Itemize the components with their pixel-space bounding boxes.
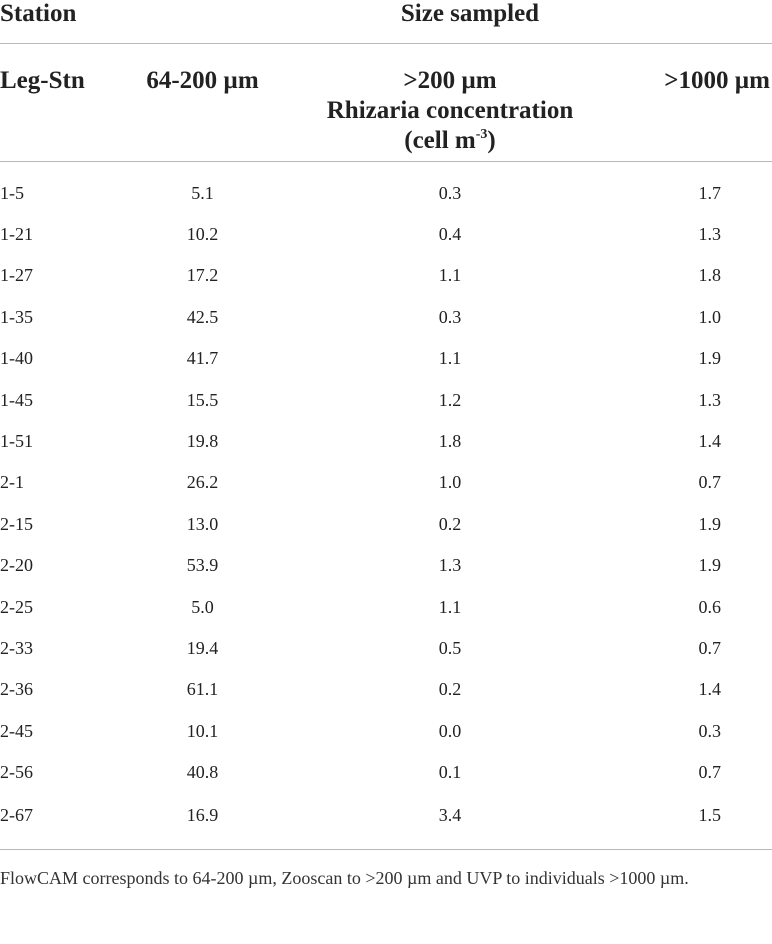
size-64-200-cell: 10.1 [186, 720, 219, 741]
size-200-cell: 1.1 [438, 596, 462, 617]
size-200-cell: 0.4 [438, 224, 462, 245]
size-1000-cell: 1.5 [698, 804, 721, 825]
size-64-200-cell: 42.5 [186, 306, 219, 327]
size-200-cell: 1.8 [438, 431, 462, 452]
table-row [0, 710, 772, 751]
station-cell: 1-21 [0, 224, 33, 245]
station-cell: 2-67 [0, 804, 33, 825]
size-1000-cell: 1.4 [698, 679, 721, 700]
size-1000-cell: 0.7 [698, 637, 721, 658]
size-200-header [295, 44, 605, 162]
size-64-200-cell: 61.1 [186, 679, 219, 700]
size-1000-cell: 1.0 [698, 306, 721, 327]
size-1000-cell: 1.9 [698, 348, 721, 369]
column-header-row [0, 44, 772, 162]
station-cell: 1-40 [0, 348, 33, 369]
size-200-cell: 0.1 [438, 762, 462, 783]
size-200-cell: 0.3 [438, 306, 462, 327]
unit-label-post: ) [487, 127, 496, 154]
size-200-cell: 1.3 [438, 555, 462, 576]
unit-label [295, 126, 605, 156]
table-row [0, 627, 772, 668]
table-row [0, 545, 772, 586]
station-cell: 2-20 [0, 555, 33, 576]
table-row [0, 213, 772, 254]
table-row [0, 669, 772, 710]
leg-stn-header: Leg-Stn [0, 44, 130, 162]
unit-exponent: -3 [475, 127, 488, 142]
station-cell: 1-5 [0, 182, 24, 203]
size-64-200-cell: 53.9 [186, 555, 219, 576]
table-row [0, 162, 772, 214]
station-group-header: Station [0, 0, 130, 44]
size-200-cell: 1.0 [438, 472, 462, 493]
group-header-row [0, 0, 772, 44]
station-cell: 1-27 [0, 265, 33, 286]
table-row [0, 793, 772, 849]
size-1000-header: >1000 µm [605, 44, 772, 162]
station-cell: 2-45 [0, 720, 33, 741]
table-row [0, 255, 772, 296]
rhizaria-concentration-label: Rhizaria concentration [326, 97, 574, 124]
table-row [0, 503, 772, 544]
size-200-cell: 1.1 [438, 348, 462, 369]
size-64-200-cell: 16.9 [186, 804, 219, 825]
size-200-cell: 3.4 [438, 804, 462, 825]
size-64-200-cell: 40.8 [186, 762, 219, 783]
size-1000-cell: 1.3 [698, 389, 721, 410]
size-64-200-cell: 17.2 [186, 265, 219, 286]
size-1000-cell: 1.9 [698, 555, 721, 576]
station-cell: 1-35 [0, 306, 33, 327]
size-64-200-cell: 41.7 [186, 348, 219, 369]
size-200-cell: 0.5 [438, 637, 462, 658]
size-1000-cell: 1.7 [698, 182, 721, 203]
station-cell: 2-56 [0, 762, 33, 783]
size-64-200-cell: 13.0 [186, 513, 219, 534]
size-1000-cell: 1.3 [698, 224, 721, 245]
size-64-200-cell: 26.2 [186, 472, 219, 493]
table-row [0, 296, 772, 337]
size-64-200-header: 64-200 µm [130, 44, 295, 162]
size-1000-cell: 1.4 [698, 431, 721, 452]
size-1000-cell: 1.8 [698, 265, 721, 286]
size-200-cell: 0.3 [438, 182, 462, 203]
table-row [0, 462, 772, 503]
size-1000-cell: 0.3 [698, 720, 721, 741]
size-1000-cell: 0.7 [698, 762, 721, 783]
size-1000-cell: 0.7 [698, 472, 721, 493]
station-cell: 1-45 [0, 389, 33, 410]
table-footnote: FlowCAM corresponds to 64-200 µm, Zooscan to >200 µm and UVP to individuals >1000 µm. [0, 867, 689, 888]
station-cell: 2-15 [0, 513, 33, 534]
table-row [0, 751, 772, 792]
table-body [0, 162, 772, 849]
size-200-cell: 0.2 [438, 513, 462, 534]
table-row [0, 420, 772, 461]
station-cell: 2-36 [0, 679, 33, 700]
size-200-cell: 1.2 [438, 389, 462, 410]
table-row [0, 338, 772, 379]
size-200-cell: 1.1 [438, 265, 462, 286]
size-200-label: >200 µm [403, 67, 497, 94]
size-64-200-cell: 15.5 [186, 389, 219, 410]
table-row [0, 586, 772, 627]
station-cell: 2-25 [0, 596, 33, 617]
size-1000-cell: 0.6 [698, 596, 721, 617]
table-row [0, 379, 772, 420]
size-sampled-group-header: Size sampled [130, 0, 772, 44]
size-64-200-cell: 5.0 [191, 596, 214, 617]
unit-label-pre: (cell m [404, 127, 476, 154]
station-cell: 2-33 [0, 637, 33, 658]
station-cell: 2-1 [0, 472, 24, 493]
size-200-cell: 0.2 [438, 679, 462, 700]
size-200-cell: 0.0 [438, 720, 462, 741]
size-64-200-cell: 5.1 [191, 182, 214, 203]
station-cell: 1-51 [0, 431, 33, 452]
size-64-200-cell: 19.8 [186, 431, 219, 452]
size-1000-cell: 1.9 [698, 513, 721, 534]
size-64-200-cell: 10.2 [186, 224, 219, 245]
size-64-200-cell: 19.4 [186, 637, 219, 658]
